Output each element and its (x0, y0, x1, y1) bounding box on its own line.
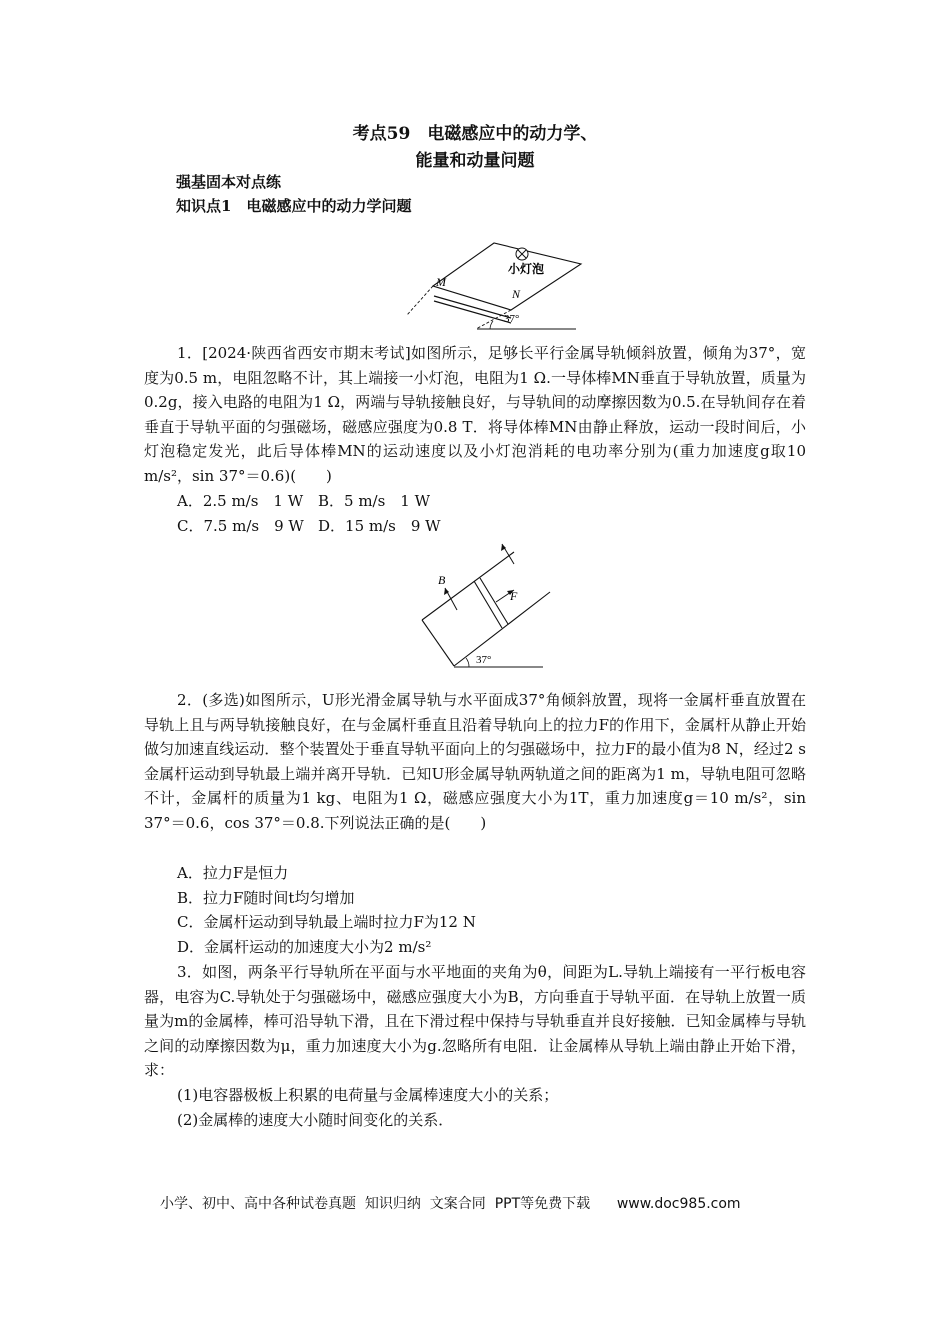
angle-label-1: 37° (504, 313, 520, 325)
q2-option-d: D．金属杆运动的加速度大小为2 m/s² (177, 938, 432, 956)
page-title-line2: 能量和动量问题 (415, 151, 535, 171)
question-2-stem: 2．(多选)如图所示，U形光滑金属导轨与水平面成37°角倾斜放置，现将一金属杆垂直放置在导轨上且与两导轨接触良好，在与金属杆垂直且沿着导轨向上的拉力F的作用下，金属杆从静止开始做匀加速直线运动．整个装置处于垂直导轨平面向上的匀强磁场中，拉力F的最小值为8 N，经过2 s金属杆运动到导轨最上端并离开导轨．已知U形金属导轨两轨道之间的距离为1 m，导轨电阻可忽略不计，金属杆的质量为1 kg、电阻为1 Ω，磁感应强度大小为1T，重力加速度g＝10 m/s²，sin 37°＝0.6，cos 37°＝0.8.下列说法正确的是( ) (144, 691, 806, 832)
figure-inclined-rails-lamp (398, 240, 598, 340)
label-F: F (510, 589, 518, 603)
label-B: B (438, 573, 446, 587)
q2-option-c: C．金属杆运动到导轨最上端时拉力F为12 N (177, 913, 476, 931)
q1-option-c: C．7.5 m/s 9 W (177, 517, 304, 535)
label-N: N (512, 287, 521, 301)
q3-sub-2: (2)金属棒的速度大小随时间变化的关系． (177, 1111, 454, 1129)
q2-option-b: B．拉力F随时间t均匀增加 (177, 889, 355, 907)
angle-label-2: 37° (476, 654, 492, 666)
q1-option-a: A．2.5 m/s 1 W (177, 492, 304, 510)
knowledge-point-heading: 知识点1 电磁感应中的动力学问题 (176, 197, 412, 215)
q1-option-d: D．15 m/s 9 W (318, 517, 441, 535)
q3-sub-1: (1)电容器极板上积累的电荷量与金属棒速度大小的关系； (177, 1086, 559, 1104)
page-footer: 小学、初中、高中各种试卷真题 知识归纳 文案合同 PPT等免费下载 www.doc985.com (160, 1196, 741, 1212)
question-3-stem: 3．如图，两条平行导轨所在平面与水平地面的夹角为θ，间距为L.导轨上端接有一平行板电容器，电容为C.导轨处于匀强磁场中，磁感应强度大小为B，方向垂直于导轨平面．在导轨上放置一质量为m的金属棒，棒可沿导轨下滑，且在下滑过程中保持与导轨垂直并良好接触．已知金属棒与导轨之间的动摩擦因数为μ，重力加速度大小为g.忽略所有电阻．让金属棒从导轨上端由静止开始下滑，求： (144, 963, 806, 1079)
q1-option-b: B．5 m/s 1 W (318, 492, 431, 510)
page-title-line1: 考点59 电磁感应中的动力学、 (352, 124, 598, 144)
lamp-label: 小灯泡 (508, 262, 545, 276)
section-heading: 强基固本对点练 (176, 173, 282, 191)
question-1-stem: 1．[2024·陕西省西安市期末考试]如图所示，足够长平行金属导轨倾斜放置，倾角为37°，宽度为0.5 m，电阻忽略不计，其上端接一小灯泡，电阻为1 Ω.一导体棒MN垂直于导轨放置，质量为0.2g，接入电路的电阻为1 Ω，两端与导轨接触良好，与导轨间的动摩擦因数为0.5.在导轨间存在着垂直于导轨平面的匀强磁场，磁感应强度为0.8 T．将导体棒MN由静止释放，运动一段时间后，小灯泡稳定发光，此后导体棒MN的运动速度以及小灯泡消耗的电功率分别为(重力加速度g取10 m/s²，sin 37°＝0.6)( ) (144, 344, 806, 485)
q2-option-a: A．拉力F是恒力 (177, 864, 289, 882)
figure-u-rails-force (414, 540, 554, 676)
label-M: M (436, 275, 446, 289)
